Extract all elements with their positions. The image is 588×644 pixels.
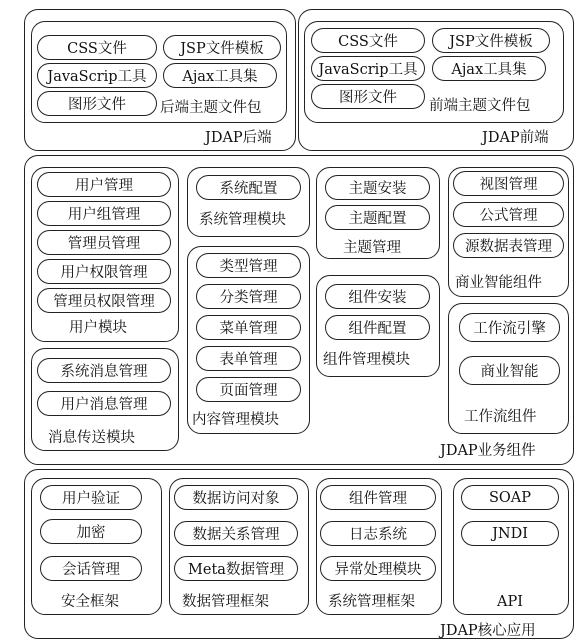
security-framework-label: 安全框架 — [61, 594, 119, 610]
frontend-javascript-tools: JavaScrip工具 — [311, 56, 425, 81]
frontend-ajax-toolset: Ajax工具集 — [432, 56, 546, 81]
user-authentication: 用户验证 — [40, 485, 142, 510]
backend-css-file: CSS文件 — [37, 35, 157, 60]
business-intelligence: 商业智能 — [459, 356, 560, 385]
theme-install: 主题安装 — [325, 175, 430, 200]
jndi: JNDI — [461, 521, 559, 546]
frontend-css-file: CSS文件 — [311, 28, 425, 53]
menu-mgmt: 菜单管理 — [196, 315, 301, 340]
system-mgmt-framework-label: 系统管理框架 — [328, 594, 415, 610]
formula-mgmt: 公式管理 — [453, 202, 564, 227]
system-mgmt-module-label: 系统管理模块 — [199, 212, 286, 228]
exception-handling-module: 异常处理模块 — [320, 556, 436, 581]
business-title: JDAP业务组件 — [440, 443, 536, 459]
frontend-graphic-files: 图形文件 — [311, 84, 425, 109]
theme-config: 主题配置 — [325, 205, 430, 230]
type-mgmt: 类型管理 — [196, 253, 301, 278]
workflow-engine: 工作流引擎 — [459, 313, 560, 342]
backend-javascript-tools: JavaScrip工具 — [37, 63, 157, 88]
system-message-mgmt: 系统消息管理 — [37, 358, 171, 383]
frontend-theme-package-label: 前端主题文件包 — [429, 98, 531, 114]
component-config: 组件配置 — [325, 315, 430, 340]
user-mgmt: 用户管理 — [37, 172, 171, 197]
user-permission-mgmt: 用户权限管理 — [37, 259, 171, 284]
encryption: 加密 — [40, 519, 142, 544]
component-mgmt: 组件管理 — [320, 485, 436, 510]
user-group-mgmt: 用户组管理 — [37, 201, 171, 226]
backend-title: JDAP后端 — [205, 130, 272, 146]
view-mgmt: 视图管理 — [453, 171, 564, 196]
page-mgmt: 页面管理 — [196, 377, 301, 402]
data-mgmt-framework-label: 数据管理框架 — [182, 594, 269, 610]
theme-mgmt-label: 主题管理 — [343, 240, 401, 256]
message-module-label: 消息传送模块 — [48, 430, 135, 446]
log-system: 日志系统 — [320, 521, 436, 546]
category-mgmt: 分类管理 — [196, 284, 301, 309]
backend-theme-package-label: 后端主题文件包 — [160, 100, 262, 116]
component-install: 组件安装 — [325, 284, 430, 309]
soap: SOAP — [461, 485, 559, 510]
bi-component-label: 商业智能组件 — [455, 275, 542, 291]
system-config: 系统配置 — [196, 175, 301, 200]
admin-permission-mgmt: 管理员权限管理 — [37, 288, 171, 313]
backend-graphic-files: 图形文件 — [37, 91, 157, 116]
frontend-title: JDAP前端 — [482, 130, 549, 146]
workflow-component-label: 工作流组件 — [464, 409, 537, 425]
frontend-jsp-template: JSP文件模板 — [432, 28, 550, 53]
meta-data-mgmt: Meta数据管理 — [174, 556, 298, 581]
backend-jsp-template: JSP文件模板 — [163, 35, 281, 60]
source-table-mgmt: 源数据表管理 — [453, 233, 564, 258]
component-mgmt-module-label: 组件管理模块 — [323, 352, 410, 368]
admin-mgmt: 管理员管理 — [37, 230, 171, 255]
user-module-label: 用户模块 — [69, 320, 127, 336]
form-mgmt: 表单管理 — [196, 346, 301, 371]
session-mgmt: 会话管理 — [40, 556, 142, 581]
backend-ajax-toolset: Ajax工具集 — [163, 63, 277, 88]
core-title: JDAP核心应用 — [440, 623, 536, 639]
content-mgmt-module-label: 内容管理模块 — [192, 412, 279, 428]
user-message-mgmt: 用户消息管理 — [37, 391, 171, 416]
data-relation-mgmt: 数据关系管理 — [174, 521, 298, 546]
api-label: API — [497, 594, 523, 610]
data-access-object: 数据访问对象 — [174, 485, 298, 510]
